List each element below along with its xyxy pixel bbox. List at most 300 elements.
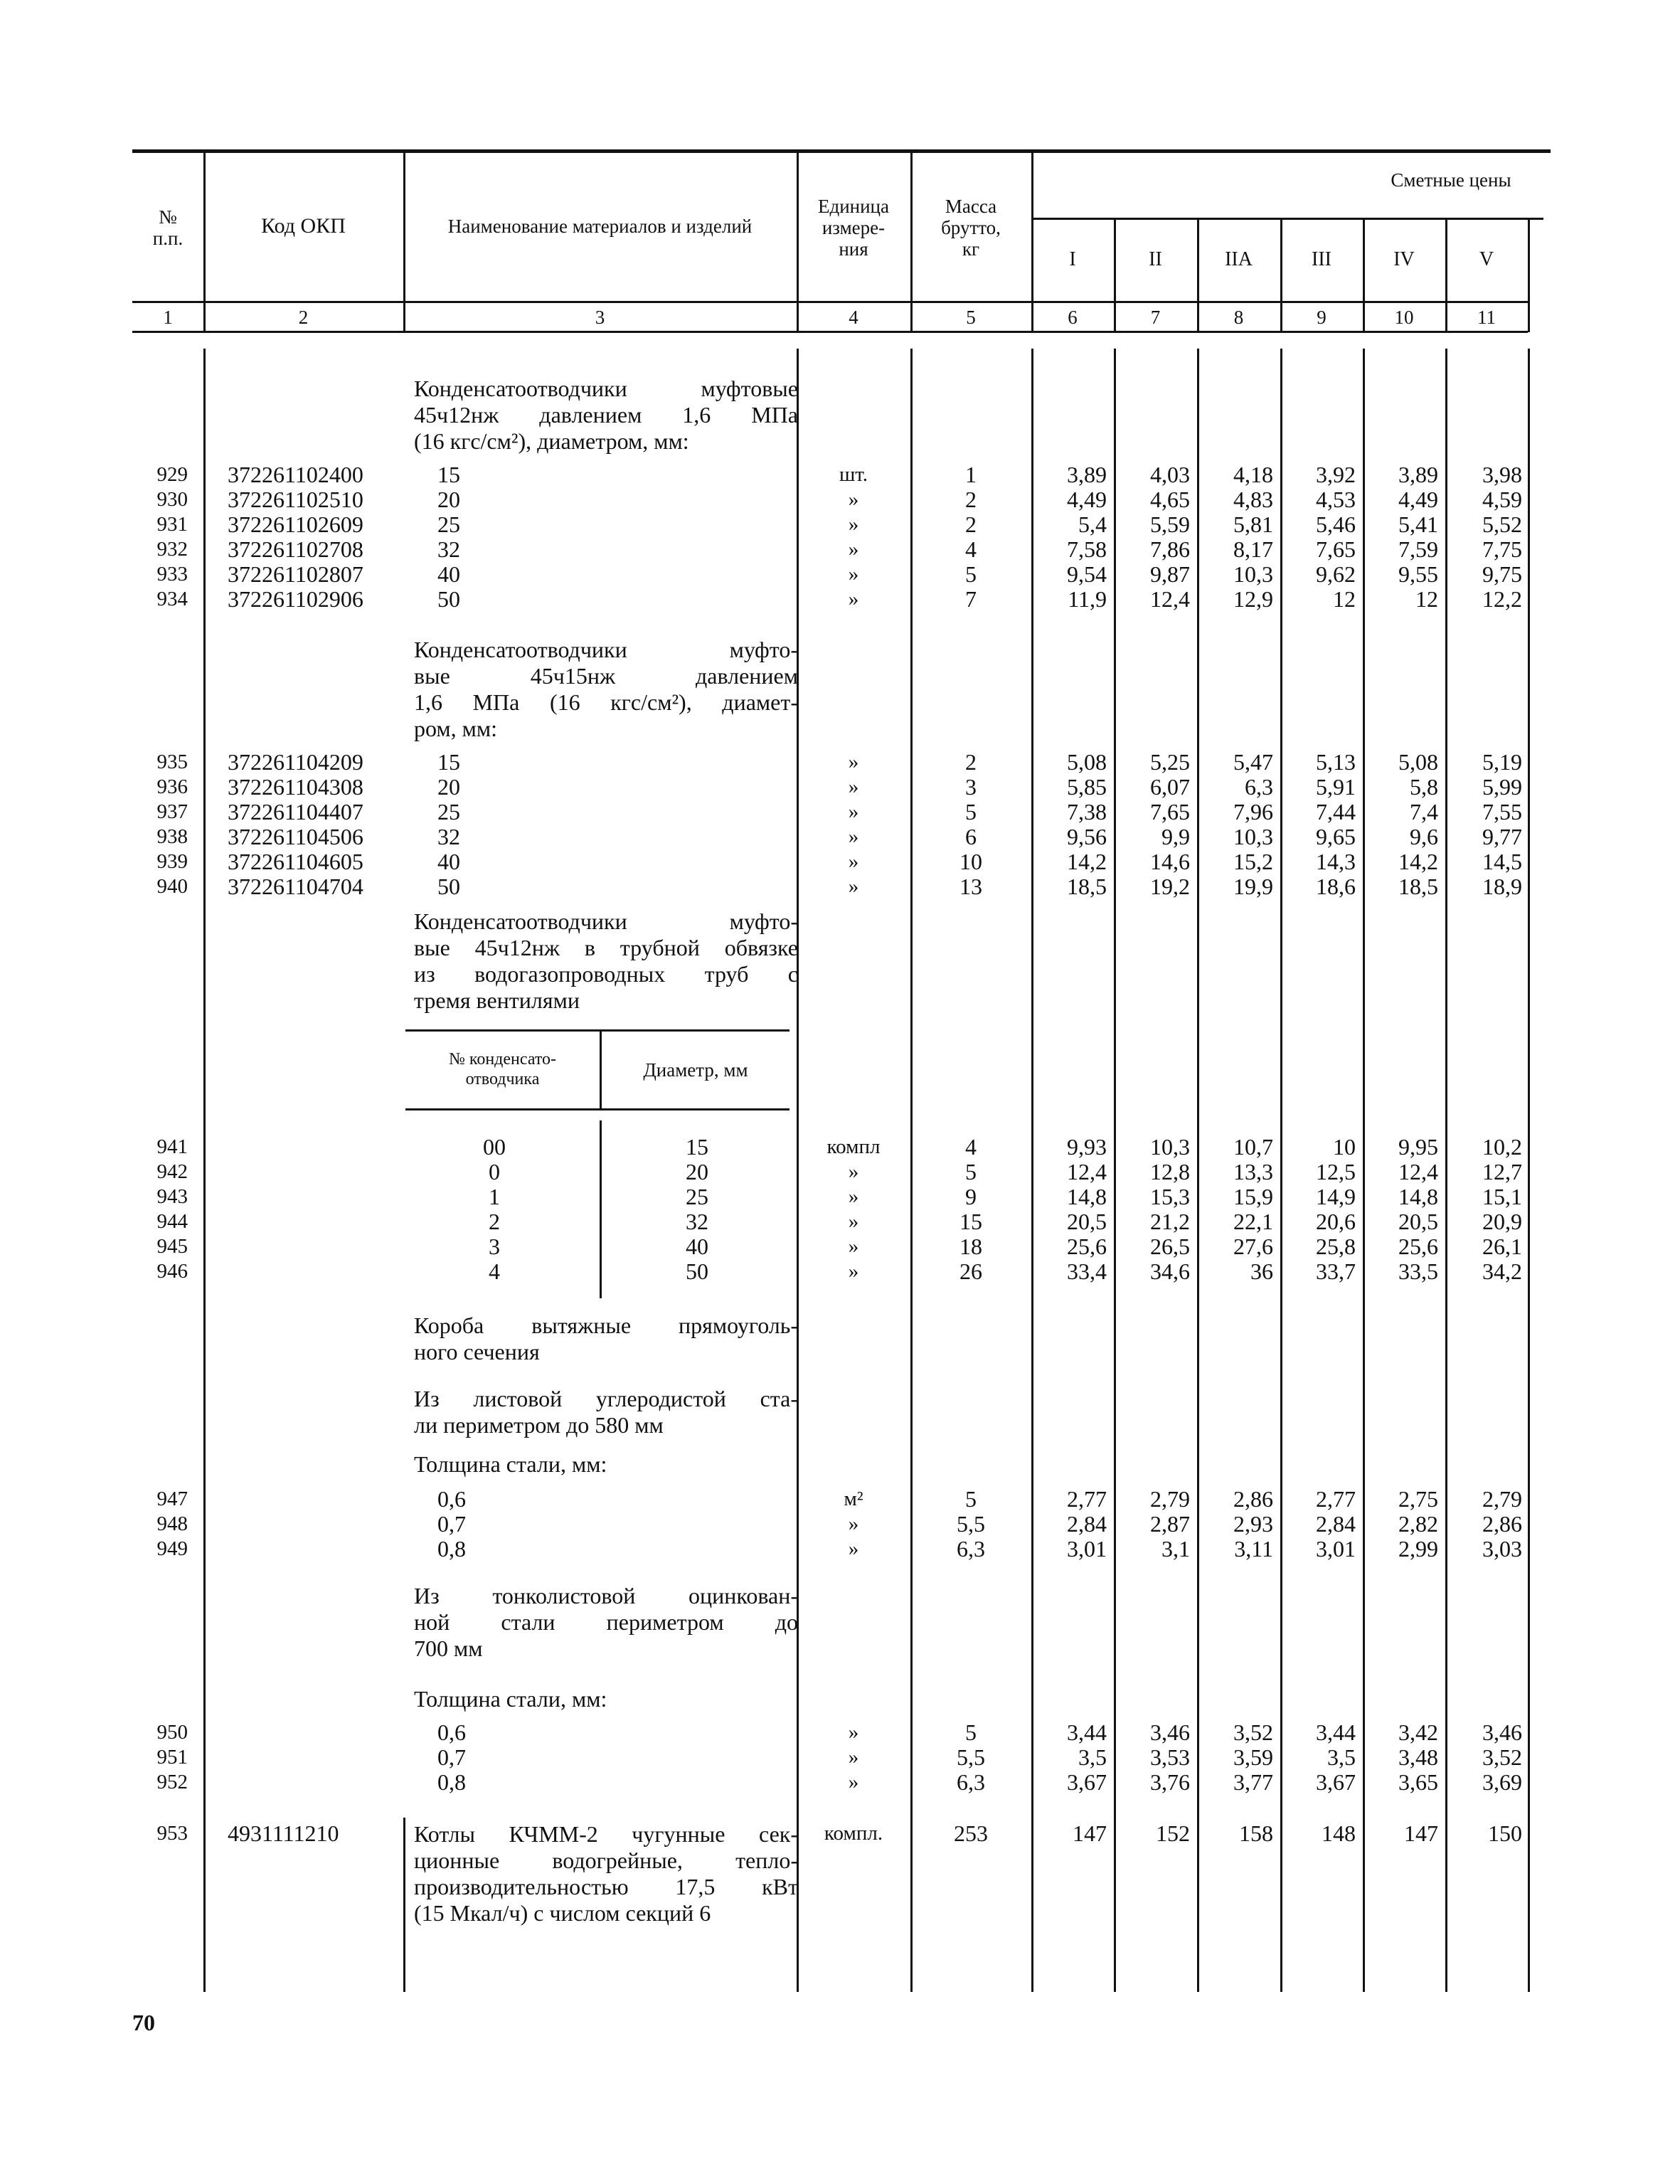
price-cell: 7,58	[1067, 536, 1107, 562]
price-cell: 2,93	[1233, 1511, 1273, 1537]
okp-code: 372261104605	[228, 849, 363, 874]
price-cell: 2,84	[1316, 1511, 1356, 1537]
steel-thickness: 0,7	[437, 1744, 466, 1770]
unit: »	[848, 775, 859, 798]
okp-code: 372261104704	[228, 874, 363, 899]
price-cell: 22,1	[1233, 1209, 1273, 1234]
price-cell: 4,49	[1398, 487, 1438, 512]
okp-code: 372261102510	[228, 487, 363, 512]
price-cell: 7,44	[1316, 799, 1356, 825]
column-number: 3	[595, 307, 605, 328]
price-cell: 3,03	[1482, 1536, 1522, 1562]
mass: 10	[959, 849, 982, 874]
price-cell: 3,52	[1482, 1744, 1522, 1770]
section-title	[414, 1583, 798, 1662]
price-cell: 3,89	[1398, 462, 1438, 487]
price-cell: 9,62	[1316, 561, 1356, 587]
price-cell: 12,4	[1150, 586, 1190, 612]
mass: 9	[965, 1184, 977, 1209]
price-cell: 25,6	[1067, 1234, 1107, 1259]
mass: 3	[965, 774, 977, 800]
okp-code: 372261102609	[228, 511, 363, 537]
subsection-title: Толщина стали, мм:	[414, 1451, 607, 1477]
row-number: 943	[156, 1185, 188, 1208]
price-cell: 14,6	[1150, 849, 1190, 874]
price-cell: 12,5	[1316, 1159, 1356, 1184]
steel-thickness: 0,8	[437, 1536, 466, 1562]
price-cell: 3,5	[1327, 1744, 1356, 1770]
section-title-line: 1,6 МПа (16 кгс/см²), диамет-	[414, 689, 798, 715]
price-cell: 150	[1488, 1820, 1522, 1846]
unit: »	[848, 751, 859, 773]
header-divider	[403, 151, 405, 332]
diameter: 50	[686, 1258, 708, 1284]
price-cell: 33,5	[1398, 1258, 1438, 1284]
prices-subheader-rule	[1031, 218, 1543, 220]
price-cell: 33,4	[1067, 1258, 1107, 1284]
section-title-line: (16 кгс/см²), диаметром, мм:	[414, 428, 689, 454]
diameter: 25	[437, 511, 460, 537]
price-cell: 147	[1404, 1820, 1438, 1846]
section-title	[414, 637, 798, 742]
header-divider	[1031, 151, 1033, 332]
price-cell: 2,84	[1067, 1511, 1107, 1537]
row-number: 949	[156, 1537, 188, 1560]
price-cell: 12,4	[1067, 1159, 1107, 1184]
price-cell: 12,8	[1150, 1159, 1190, 1184]
section-title	[414, 1386, 798, 1438]
price-cell: 7,4	[1410, 799, 1438, 825]
price-cell: 10,3	[1233, 561, 1273, 587]
price-cell: 20,9	[1482, 1209, 1522, 1234]
column-number: 6	[1068, 307, 1078, 328]
price-cell: 7,86	[1150, 536, 1190, 562]
price-cell: 5,47	[1233, 749, 1273, 775]
column-number: 7	[1150, 307, 1161, 328]
price-cell: 3,98	[1482, 462, 1522, 487]
diameter: 20	[437, 487, 460, 512]
price-cell: 158	[1239, 1820, 1273, 1846]
diameter: 25	[686, 1184, 708, 1209]
price-cell: 18,9	[1482, 874, 1522, 899]
steel-thickness: 0,7	[437, 1511, 466, 1537]
unit: компл.	[824, 1822, 883, 1845]
row-number: 938	[156, 825, 188, 848]
unit: шт.	[839, 463, 868, 486]
price-cell: 15,9	[1233, 1184, 1273, 1209]
unit: »	[848, 563, 859, 585]
row-number: 932	[156, 538, 188, 561]
row-number: 930	[156, 488, 188, 511]
row-number: 939	[156, 850, 188, 873]
row-number: 950	[156, 1721, 188, 1744]
price-cell: 3,59	[1233, 1744, 1273, 1770]
price-cell: 26,1	[1482, 1234, 1522, 1259]
trap-number: 0	[489, 1159, 500, 1184]
column-number: 11	[1477, 307, 1496, 328]
price-cell: 25,8	[1316, 1234, 1356, 1259]
body-divider	[203, 349, 206, 1992]
diameter: 15	[437, 749, 460, 775]
price-cell: 3,5	[1078, 1744, 1107, 1770]
mass: 6,3	[957, 1769, 985, 1795]
diameter: 50	[437, 586, 460, 612]
section-title-line: Короба вытяжные прямоуголь-	[414, 1313, 798, 1338]
mass: 7	[965, 586, 977, 612]
price-cell: 147	[1073, 1820, 1107, 1846]
header-name: Наименование материалов и изделий	[447, 216, 753, 237]
section-title	[414, 376, 798, 455]
mass: 15	[959, 1209, 982, 1234]
subtable-top-rule	[405, 1029, 790, 1032]
price-cell: 9,75	[1482, 561, 1522, 587]
price-cell: 3,44	[1067, 1719, 1107, 1745]
section-title-line: ром, мм:	[414, 716, 498, 741]
price-cell: 9,65	[1316, 824, 1356, 849]
section-title-line: ционные водогрейные, тепло-	[414, 1848, 798, 1873]
column-number: 1	[163, 307, 173, 328]
subsection-title: Толщина стали, мм:	[414, 1686, 607, 1712]
price-cell: 3,46	[1482, 1719, 1522, 1745]
mass: 6	[965, 824, 977, 849]
price-cell: 14,5	[1482, 849, 1522, 874]
row-number: 945	[156, 1235, 188, 1258]
price-cell: 14,2	[1398, 849, 1438, 874]
price-cell: 4,59	[1482, 487, 1522, 512]
unit: »	[848, 1260, 859, 1283]
diameter: 40	[437, 561, 460, 587]
mass: 5,5	[957, 1511, 985, 1537]
price-cell: 5,52	[1482, 511, 1522, 537]
steel-thickness: 0,6	[437, 1719, 466, 1745]
okp-code: 372261102906	[228, 586, 363, 612]
header-bottom-rule	[132, 301, 1528, 303]
price-cell: 5,08	[1398, 749, 1438, 775]
unit: »	[848, 825, 859, 848]
price-cell: 9,9	[1161, 824, 1190, 849]
row-number: 952	[156, 1771, 188, 1793]
okp-code: 372261104209	[228, 749, 363, 775]
price-cell: 7,96	[1233, 799, 1273, 825]
okp-code: 372261102708	[228, 536, 363, 562]
price-cell: 9,55	[1398, 561, 1438, 587]
subtable-header-number: № конденсато- отводчика	[448, 1050, 557, 1088]
section-title-line: ной стали периметром до	[414, 1609, 798, 1635]
price-cell: 9,93	[1067, 1134, 1107, 1160]
section-title-line: 45ч12нж давлением 1,6 МПа	[414, 402, 798, 428]
price-cell: 4,18	[1233, 462, 1273, 487]
header-prices: Сметные цены	[1391, 169, 1511, 191]
section-title-line: Из листовой углеродистой ста-	[414, 1386, 798, 1411]
row-number: 947	[156, 1488, 188, 1510]
unit: »	[848, 800, 859, 823]
section-title-line: производительностью 17,5 кВт	[414, 1874, 798, 1899]
price-cell: 9,95	[1398, 1134, 1438, 1160]
subtable-header-rule	[405, 1108, 790, 1110]
trap-number: 3	[489, 1234, 500, 1259]
body-divider	[1528, 349, 1530, 1992]
row-number: 931	[156, 513, 188, 536]
row-number: 951	[156, 1746, 188, 1769]
price-cell: 9,56	[1067, 824, 1107, 849]
column-number: 4	[849, 307, 858, 328]
price-cell: 7,38	[1067, 799, 1107, 825]
price-cell: 9,6	[1410, 824, 1438, 849]
price-cell: 3,65	[1398, 1769, 1438, 1795]
section-title-line: Конденсатоотводчики муфтовые	[414, 376, 798, 401]
unit: »	[848, 1185, 859, 1208]
price-cell: 5,25	[1150, 749, 1190, 775]
section-title-line: Из тонколистовой оцинкован-	[414, 1583, 798, 1608]
section-title-line: Конденсатоотводчики муфто-	[414, 637, 798, 662]
price-cell: 3,46	[1150, 1719, 1190, 1745]
price-cell: 13,3	[1233, 1159, 1273, 1184]
column-number: 5	[966, 307, 976, 328]
mass: 5,5	[957, 1744, 985, 1770]
section-title-line: Котлы КЧММ-2 чугунные сек-	[414, 1821, 798, 1847]
unit: »	[848, 1771, 859, 1793]
price-cell: 5,59	[1150, 511, 1190, 537]
price-cell: 10,2	[1482, 1134, 1522, 1160]
mass: 6,3	[957, 1536, 985, 1562]
price-cell: 5,08	[1067, 749, 1107, 775]
row-number: 953	[156, 1822, 188, 1845]
price-cell: 3,1	[1161, 1536, 1190, 1562]
unit: »	[848, 1746, 859, 1769]
mass: 13	[959, 874, 982, 899]
price-cell: 5,41	[1398, 511, 1438, 537]
colnum-bottom-rule	[132, 331, 1528, 333]
price-cell: 2,79	[1150, 1486, 1190, 1512]
row-number: 940	[156, 875, 188, 898]
price-cell: 6,07	[1150, 774, 1190, 800]
mass: 26	[959, 1258, 982, 1284]
price-cell: 152	[1156, 1820, 1190, 1846]
mass: 2	[965, 487, 977, 512]
price-cell: 20,5	[1398, 1209, 1438, 1234]
body-divider	[403, 1818, 405, 1992]
price-cell: 18,6	[1316, 874, 1356, 899]
diameter: 32	[437, 536, 460, 562]
mass: 5	[965, 561, 977, 587]
unit: »	[848, 1512, 859, 1535]
unit: »	[848, 1721, 859, 1744]
unit: »	[848, 1160, 859, 1183]
okp-code: 4931111210	[228, 1820, 339, 1846]
mass: 1	[965, 462, 977, 487]
header-mass: Масса брутто, кг	[941, 196, 1001, 260]
price-cell: 4,03	[1150, 462, 1190, 487]
price-cell: 27,6	[1233, 1234, 1273, 1259]
header-divider	[203, 151, 206, 332]
row-number: 936	[156, 775, 188, 798]
header-unit: Единица измере- ния	[817, 196, 889, 260]
header-divider	[1528, 219, 1530, 332]
price-cell: 9,77	[1482, 824, 1522, 849]
price-cell: 2,87	[1150, 1511, 1190, 1537]
okp-code: 372261102807	[228, 561, 363, 587]
price-cell: 3,67	[1316, 1769, 1356, 1795]
price-cell: 19,2	[1150, 874, 1190, 899]
price-cell: 11,9	[1068, 586, 1107, 612]
price-cell: 7,55	[1482, 799, 1522, 825]
section-title-line: Конденсатоотводчики муфто-	[414, 908, 798, 934]
price-cell: 3,76	[1150, 1769, 1190, 1795]
mass: 5	[965, 1159, 977, 1184]
price-cell: 3,92	[1316, 462, 1356, 487]
trap-number: 2	[489, 1209, 500, 1234]
table-top-rule	[132, 149, 1551, 153]
section-title-line: тремя вентилями	[414, 987, 580, 1013]
row-number: 946	[156, 1260, 188, 1283]
unit: »	[848, 875, 859, 898]
price-cell: 7,59	[1398, 536, 1438, 562]
price-cell: 3,48	[1398, 1744, 1438, 1770]
price-cell: 12,7	[1482, 1159, 1522, 1184]
unit: »	[848, 588, 859, 610]
mass: 253	[954, 1820, 988, 1846]
price-cell: 10,3	[1150, 1134, 1190, 1160]
price-cell: 4,65	[1150, 487, 1190, 512]
diameter: 25	[437, 799, 460, 825]
section-title-line: вые 45ч12нж в трубной обвязке	[414, 935, 798, 960]
price-cell: 3,53	[1150, 1744, 1190, 1770]
price-cell: 15,2	[1233, 849, 1273, 874]
subtable-divider	[600, 1120, 602, 1298]
section-title-line: (15 Мкал/ч) с числом секций 6	[414, 1900, 711, 1926]
okp-code: 372261102400	[228, 462, 363, 487]
price-cell: 3,52	[1233, 1719, 1273, 1745]
section-title-line: ли периметром до 580 мм	[414, 1412, 664, 1438]
unit: »	[848, 513, 859, 536]
mass: 4	[965, 536, 977, 562]
column-number: 9	[1317, 307, 1327, 328]
price-zone-header: IIA	[1225, 248, 1253, 270]
price-cell: 10,7	[1233, 1134, 1273, 1160]
price-cell: 4,49	[1067, 487, 1107, 512]
row-number: 933	[156, 563, 188, 585]
row-number: 929	[156, 463, 188, 486]
mass: 5	[965, 799, 977, 825]
okp-code: 372261104506	[228, 824, 363, 849]
price-cell: 2,79	[1482, 1486, 1522, 1512]
price-cell: 15,1	[1482, 1184, 1522, 1209]
price-cell: 20,6	[1316, 1209, 1356, 1234]
price-cell: 4,53	[1316, 487, 1356, 512]
price-cell: 12	[1415, 586, 1438, 612]
price-cell: 5,8	[1410, 774, 1438, 800]
price-cell: 3,77	[1233, 1769, 1273, 1795]
price-cell: 12,9	[1233, 586, 1273, 612]
price-cell: 5,85	[1067, 774, 1107, 800]
section-title-line: 700 мм	[414, 1636, 483, 1661]
price-cell: 10,3	[1233, 824, 1273, 849]
price-cell: 9,54	[1067, 561, 1107, 587]
price-cell: 3,42	[1398, 1719, 1438, 1745]
unit: »	[848, 538, 859, 561]
diameter: 32	[437, 824, 460, 849]
price-cell: 2,82	[1398, 1511, 1438, 1537]
row-number: 934	[156, 588, 188, 610]
row-number: 942	[156, 1160, 188, 1183]
price-cell: 5,46	[1316, 511, 1356, 537]
price-cell: 12,4	[1398, 1159, 1438, 1184]
price-cell: 3,69	[1482, 1769, 1522, 1795]
row-number: 944	[156, 1210, 188, 1233]
section-title	[414, 1821, 798, 1926]
price-cell: 10	[1333, 1134, 1356, 1160]
price-cell: 5,19	[1482, 749, 1522, 775]
diameter: 15	[437, 462, 460, 487]
price-zone-header: III	[1312, 248, 1331, 270]
diameter: 40	[437, 849, 460, 874]
column-number: 10	[1394, 307, 1414, 328]
subtable-header-diameter: Диаметр, мм	[643, 1059, 748, 1081]
price-cell: 2,99	[1398, 1536, 1438, 1562]
price-cell: 14,9	[1316, 1184, 1356, 1209]
price-cell: 2,75	[1398, 1486, 1438, 1512]
price-cell: 5,91	[1316, 774, 1356, 800]
price-zone-header: IV	[1393, 248, 1415, 270]
price-cell: 6,3	[1245, 774, 1273, 800]
price-cell: 12	[1333, 586, 1356, 612]
price-zone-header: I	[1069, 248, 1076, 270]
body-divider	[910, 349, 913, 1992]
section-title	[414, 1313, 798, 1365]
unit: »	[848, 1235, 859, 1258]
price-cell: 2,86	[1233, 1486, 1273, 1512]
price-cell: 34,2	[1482, 1258, 1522, 1284]
price-cell: 14,3	[1316, 849, 1356, 874]
price-cell: 2,86	[1482, 1511, 1522, 1537]
price-cell: 4,83	[1233, 487, 1273, 512]
price-cell: 3,11	[1234, 1536, 1273, 1562]
diameter: 15	[686, 1134, 708, 1160]
price-cell: 148	[1322, 1820, 1356, 1846]
price-cell: 19,9	[1233, 874, 1273, 899]
price-cell: 14,8	[1398, 1184, 1438, 1209]
mass: 5	[965, 1719, 977, 1745]
steel-thickness: 0,8	[437, 1769, 466, 1795]
row-number: 935	[156, 751, 188, 773]
unit: »	[848, 1210, 859, 1233]
column-number: 2	[298, 307, 309, 328]
mass: 5	[965, 1486, 977, 1512]
section-title-line: вые 45ч15нж давлением	[414, 663, 798, 689]
price-cell: 7,65	[1150, 799, 1190, 825]
trap-number: 00	[483, 1134, 506, 1160]
price-cell: 14,2	[1067, 849, 1107, 874]
price-cell: 3,01	[1067, 1536, 1107, 1562]
okp-code: 372261104407	[228, 799, 363, 825]
steel-thickness: 0,6	[437, 1486, 466, 1512]
trap-number: 1	[489, 1184, 500, 1209]
price-cell: 5,81	[1233, 511, 1273, 537]
unit: компл	[826, 1135, 881, 1158]
row-number: 941	[156, 1135, 188, 1158]
mass: 2	[965, 749, 977, 775]
mass: 4	[965, 1134, 977, 1160]
header-code: Код ОКП	[261, 214, 346, 238]
price-cell: 8,17	[1233, 536, 1273, 562]
price-cell: 5,4	[1078, 511, 1107, 537]
diameter: 50	[437, 874, 460, 899]
price-cell: 5,13	[1316, 749, 1356, 775]
diameter: 40	[686, 1234, 708, 1259]
section-title-line: из водогазопроводных труб с	[414, 961, 798, 987]
price-cell: 25,6	[1398, 1234, 1438, 1259]
column-number: 8	[1233, 307, 1244, 328]
